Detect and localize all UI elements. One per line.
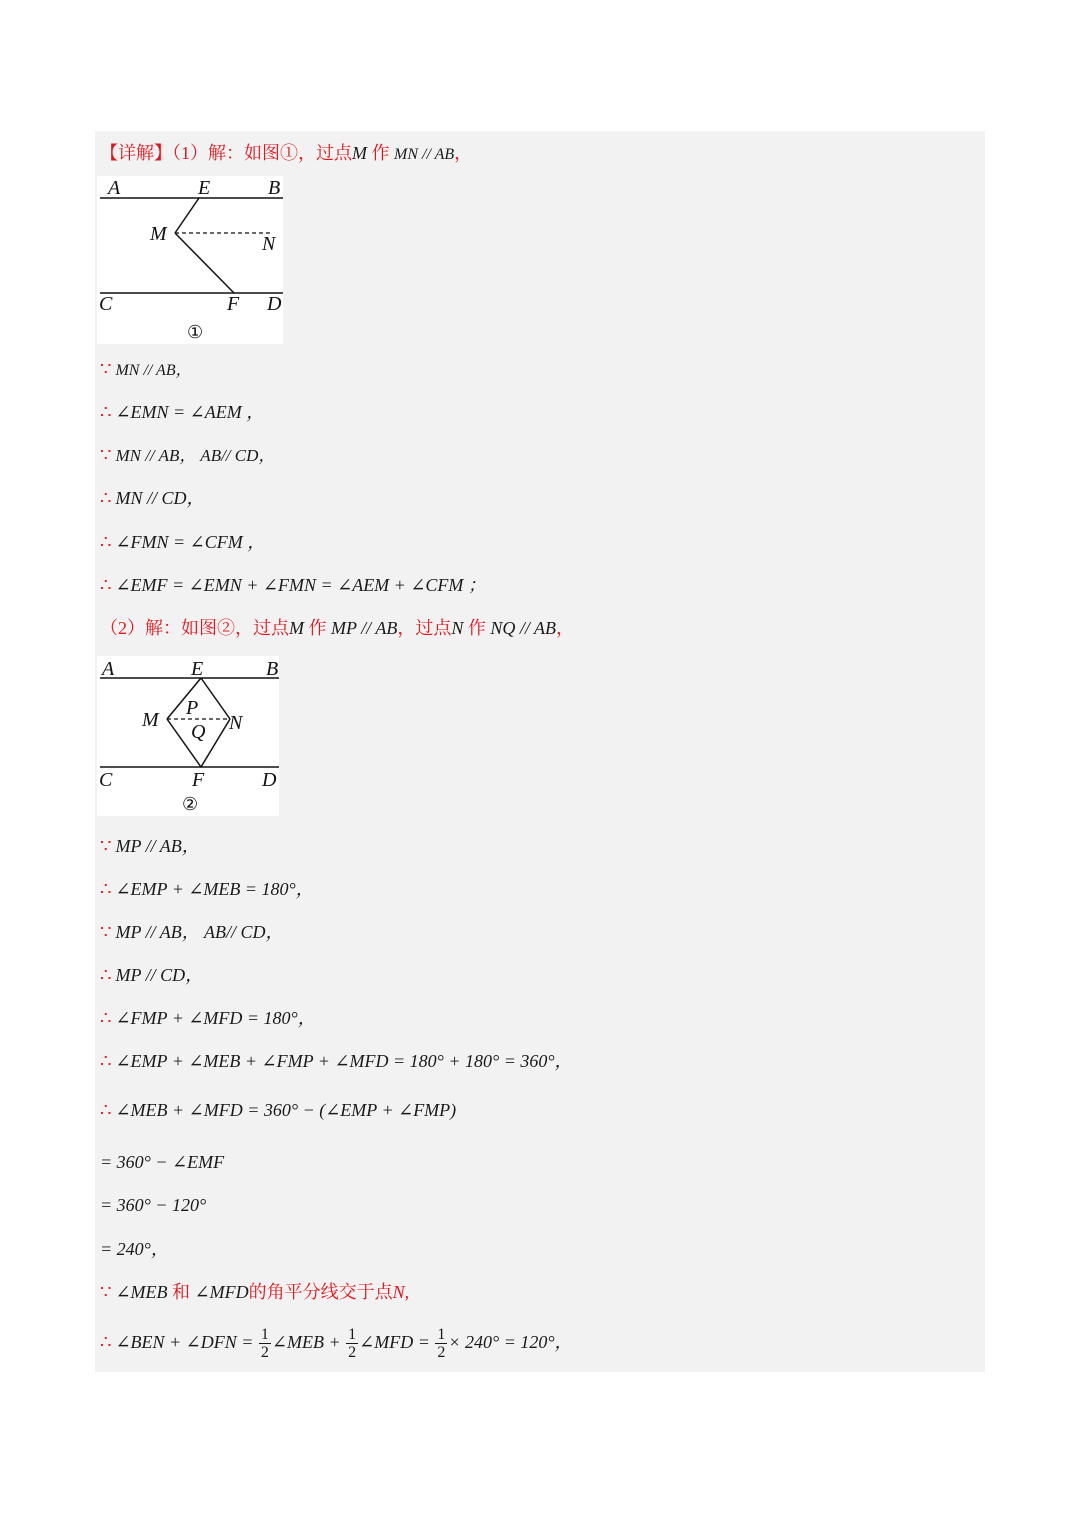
line-nq-parallel-ab: NQ // AB (490, 618, 557, 638)
label-c: C (99, 769, 113, 791)
step2-1 (100, 834, 200, 858)
comma: ， (454, 143, 473, 163)
label-b: B (266, 658, 279, 680)
therefore-symbol: ∴ (100, 402, 112, 422)
step1-2 (100, 400, 264, 424)
part1-header-text: 【详解】（1）解：如图①，过点 (100, 143, 352, 163)
final-part2: ∠MEB + (271, 1332, 341, 1352)
line-mn-parallel-ab: MN // AB (394, 146, 455, 163)
segment-en (201, 678, 230, 719)
final-part3: ∠MFD = (359, 1332, 430, 1352)
figure-2 (97, 656, 279, 816)
final-part1: ∠BEN + ∠DFN = (115, 1332, 254, 1352)
label-f: F (227, 293, 240, 315)
point-m: M (352, 143, 367, 163)
part1-header (100, 141, 472, 167)
step1-5-text: ∠FMN = ∠CFM ， (115, 532, 266, 552)
step2-8-text: = 360° − ∠EMF (100, 1152, 225, 1172)
comma: ， (556, 618, 575, 638)
step1-6-text: ∠EMF = ∠EMN + ∠FMN = ∠AEM + ∠CFM ； (115, 575, 486, 595)
part2-header-text: （2）解：如图②，过点 (100, 618, 289, 638)
line-mp-parallel-ab: MP // AB (331, 618, 398, 638)
therefore-symbol: ∴ (100, 879, 112, 899)
zuo-text: 作 (467, 618, 486, 638)
point-m: M (289, 618, 304, 638)
figure-1-number: ① (187, 322, 204, 342)
step1-3 (100, 443, 275, 468)
step2-8 (100, 1150, 224, 1174)
step1-4 (100, 486, 204, 510)
step2-7 (100, 1098, 456, 1122)
fraction-half (435, 1326, 447, 1361)
fraction-half (346, 1326, 358, 1361)
label-d: D (267, 293, 282, 315)
step2-4-text: MP // CD， (115, 965, 204, 985)
label-q: Q (191, 721, 206, 743)
step1-5 (100, 530, 265, 554)
because-symbol: ∵ (100, 922, 112, 942)
label-f: F (192, 769, 205, 791)
step1-2-text: ∠EMN = ∠AEM ， (115, 402, 265, 422)
fraction-denominator: 2 (437, 1344, 446, 1362)
step2-2 (100, 877, 314, 901)
because-symbol: ∵ (100, 836, 112, 856)
figure-2-svg (97, 656, 279, 816)
step2-10 (100, 1237, 169, 1261)
label-m: M (150, 223, 167, 245)
therefore-symbol: ∴ (100, 575, 112, 595)
figure-1-svg (97, 176, 283, 344)
step2-6 (100, 1049, 573, 1073)
step2-3 (100, 920, 283, 944)
because-symbol: ∵ (100, 1282, 112, 1302)
label-m: M (142, 709, 159, 731)
step2-7-text: ∠MEB + ∠MFD = 360° − (∠EMP + ∠FMP) (115, 1100, 457, 1120)
label-p: P (186, 697, 199, 719)
label-a: A (108, 177, 121, 199)
label-a: A (102, 658, 115, 680)
he-text: 和 (172, 1282, 191, 1302)
label-n: N (229, 712, 243, 734)
step2-9-text: = 360° − 120° (100, 1195, 207, 1215)
label-n: N (262, 233, 276, 255)
fraction-denominator: 2 (260, 1344, 269, 1362)
step1-1-text: MN // AB， (115, 362, 192, 379)
segment-em (175, 198, 199, 233)
label-e: E (191, 658, 204, 680)
step2-9 (100, 1193, 206, 1217)
therefore-symbol: ∴ (100, 1332, 112, 1352)
part2-header (100, 616, 574, 640)
fraction-half (259, 1326, 271, 1361)
bisector-line (100, 1280, 409, 1304)
step2-4 (100, 963, 203, 987)
step2-10-text: = 240°， (100, 1239, 169, 1259)
step1-3-text: MN // AB， AB// CD， (115, 446, 276, 465)
label-e: E (198, 177, 211, 199)
therefore-symbol: ∴ (100, 1100, 112, 1120)
angle-meb: ∠MEB (115, 1282, 168, 1302)
fraction-denominator: 2 (348, 1344, 357, 1362)
step2-5 (100, 1006, 316, 1030)
zuo-text: 作 (371, 143, 390, 163)
label-c: C (99, 293, 113, 315)
step1-1 (100, 357, 192, 383)
therefore-symbol: ∴ (100, 532, 112, 552)
part2-mid-text: ，过点 (397, 618, 452, 638)
step2-6-text: ∠EMP + ∠MEB + ∠FMP + ∠MFD = 180° + 180° = 360°， (115, 1051, 573, 1071)
bisector-text: 的角平分线交于点 (248, 1282, 393, 1302)
final-part4: × 240° = 120°， (448, 1332, 573, 1352)
comma: , (404, 1282, 410, 1302)
because-symbol: ∵ (100, 359, 112, 379)
point-n: N (451, 618, 464, 638)
figure-1 (97, 176, 283, 344)
final-equation (100, 1320, 573, 1364)
point-n: N (392, 1282, 405, 1302)
label-b: B (268, 177, 281, 199)
therefore-symbol: ∴ (100, 965, 112, 985)
therefore-symbol: ∴ (100, 488, 112, 508)
fraction-numerator: 1 (437, 1326, 446, 1344)
therefore-symbol: ∴ (100, 1051, 112, 1071)
zuo-text: 作 (308, 618, 327, 638)
fraction-numerator: 1 (348, 1326, 357, 1344)
figure-2-number: ② (182, 794, 199, 814)
because-symbol: ∵ (100, 445, 112, 465)
therefore-symbol: ∴ (100, 1008, 112, 1028)
fraction-numerator: 1 (260, 1326, 269, 1344)
angle-mfd: ∠MFD (194, 1282, 249, 1302)
segment-mf (175, 233, 234, 293)
step2-3-text: MP // AB， AB// CD， (115, 922, 284, 942)
step1-6 (100, 573, 486, 597)
step1-4-text: MN // CD， (115, 488, 205, 508)
label-d: D (262, 769, 277, 791)
step2-2-text: ∠EMP + ∠MEB = 180°， (115, 879, 314, 899)
step2-5-text: ∠FMP + ∠MFD = 180°， (115, 1008, 316, 1028)
step2-1-text: MP // AB， (115, 836, 200, 856)
